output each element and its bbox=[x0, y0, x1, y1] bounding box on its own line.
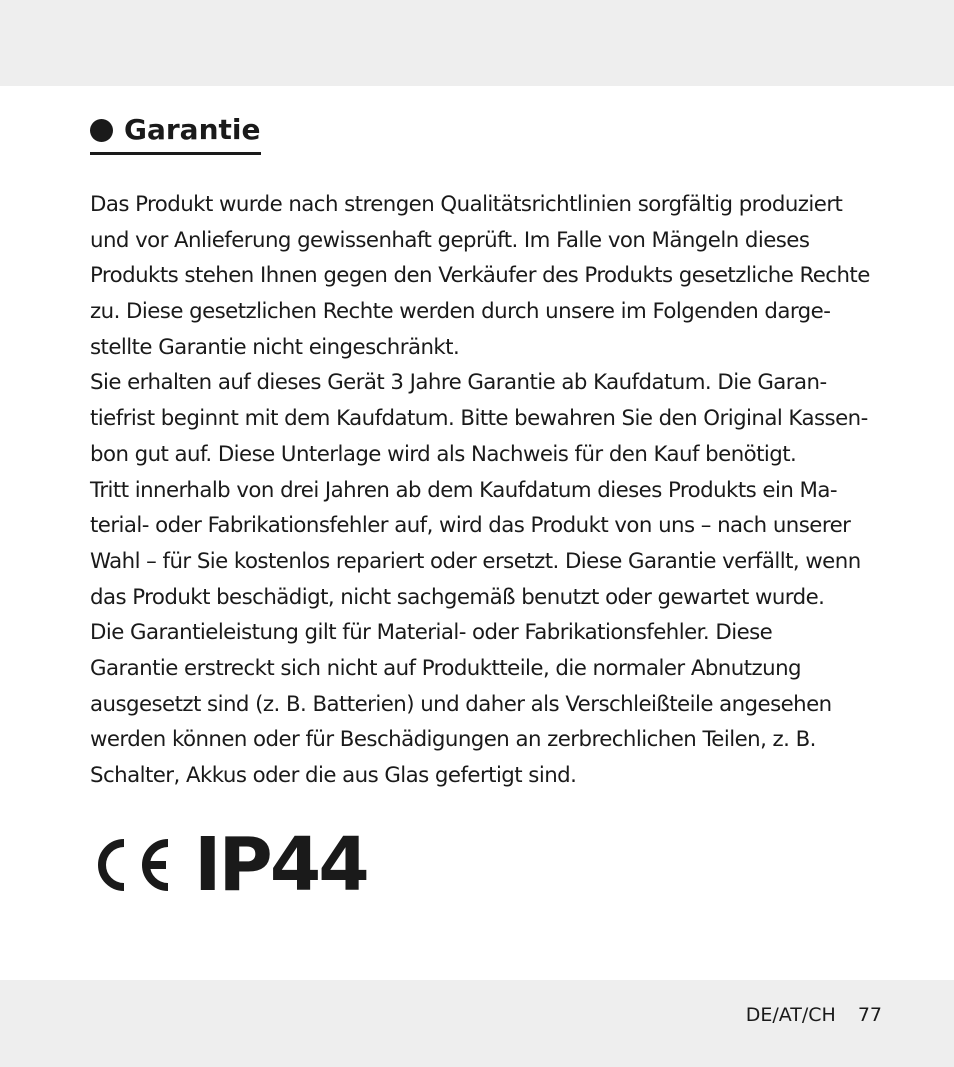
text-line: Produkts stehen Ihnen gegen den Verkäufer des Produkts gesetzliche Rechte bbox=[90, 263, 870, 289]
top-margin-band bbox=[0, 0, 954, 86]
page-footer bbox=[746, 1001, 882, 1029]
text-line: Die Garantieleistung gilt für Material- oder Fabrikationsfehler. Diese bbox=[90, 620, 773, 646]
text-line: tiefrist beginnt mit dem Kaufdatum. Bitte bewahren Sie den Original Kassen- bbox=[90, 406, 868, 432]
region-label: DE/AT/CH bbox=[745, 1004, 836, 1026]
section-heading bbox=[90, 112, 261, 155]
warranty-text bbox=[90, 187, 870, 794]
text-line: zu. Diese gesetzlichen Rechte werden durch unsere im Folgenden darge- bbox=[90, 299, 831, 325]
text-line: werden können oder für Beschädigungen an zerbrechlichen Teilen, z. B. bbox=[90, 727, 816, 753]
text-line: und vor Anlieferung gewissenhaft geprüft. Im Falle von Mängeln dieses bbox=[90, 227, 810, 253]
text-line: stellte Garantie nicht eingeschränkt. bbox=[90, 334, 460, 360]
ce-mark-icon bbox=[88, 833, 172, 897]
text-line: Das Produkt wurde nach strengen Qualitätsrichtlinien sorgfältig produziert bbox=[90, 192, 843, 217]
bullet-icon bbox=[90, 119, 113, 142]
text-line: Schalter, Akkus oder die aus Glas gefertigt sind. bbox=[90, 763, 577, 788]
certification-marks bbox=[88, 822, 367, 908]
text-line: Garantie erstreckt sich nicht auf Produktteile, die normaler Abnutzung bbox=[90, 655, 801, 681]
ip-rating: IP44 bbox=[194, 822, 367, 908]
text-line: terial- oder Fabrikationsfehler auf, wird das Produkt von uns – nach unserer bbox=[90, 513, 851, 539]
text-line: Wahl – für Sie kostenlos repariert oder ersetzt. Diese Garantie verfällt, wenn bbox=[90, 548, 861, 574]
text-line: das Produkt beschädigt, nicht sachgemäß benutzt oder gewartet wurde. bbox=[90, 584, 825, 610]
text-line: ausgesetzt sind (z. B. Batterien) und daher als Verschleißteile angesehen bbox=[90, 691, 832, 717]
section-title: Garantie bbox=[124, 113, 261, 146]
text-line: Sie erhalten auf dieses Gerät 3 Jahre Garantie ab Kaufdatum. Die Garan- bbox=[90, 370, 827, 396]
page-number: 77 bbox=[857, 1004, 882, 1026]
text-line: Tritt innerhalb von drei Jahren ab dem Kaufdatum dieses Produkts ein Ma- bbox=[90, 477, 837, 503]
text-line: bon gut auf. Diese Unterlage wird als Nachweis für den Kauf benötigt. bbox=[90, 441, 797, 467]
